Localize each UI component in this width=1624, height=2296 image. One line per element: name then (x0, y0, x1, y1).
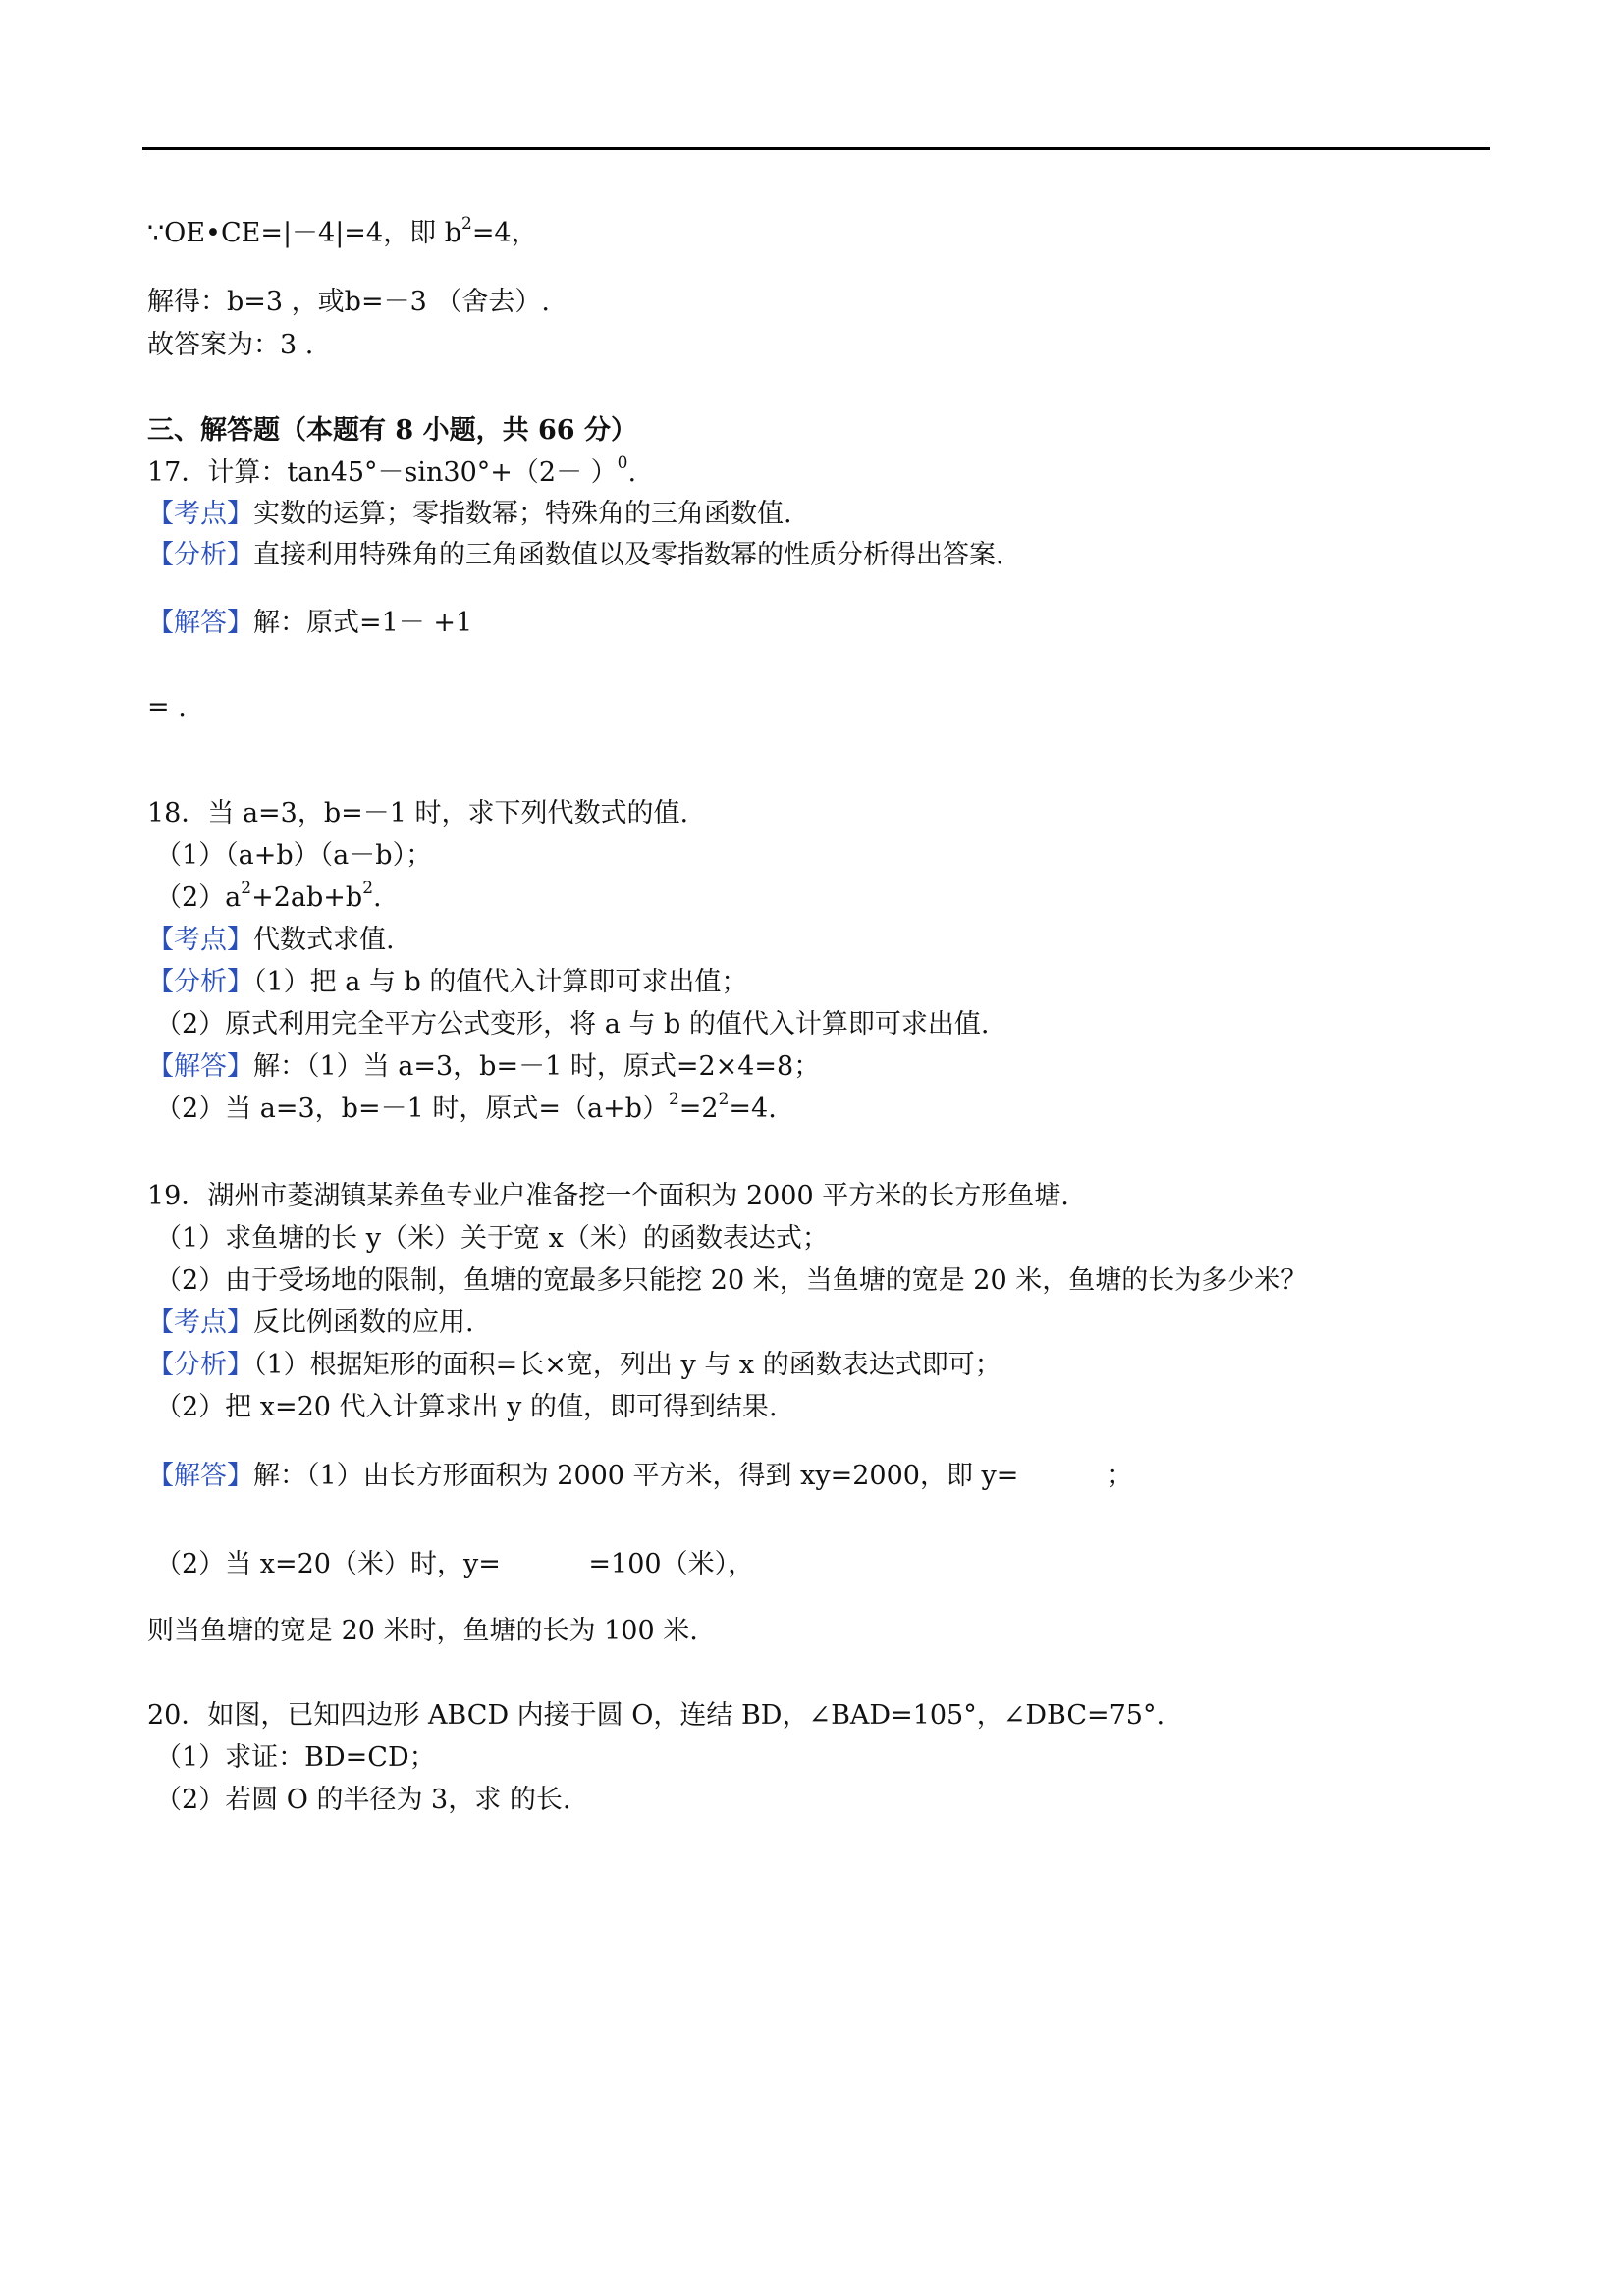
q18-fenxi-2: （2）原式利用完全平方公式变形，将 a 与 b 的值代入计算即可求出值. (155, 1009, 990, 1040)
q18-kaodian: 【考点】代数式求值. (147, 925, 395, 955)
q18-jieda-2: （2）当 a=3，b=－1 时，原式$=(a+b)^2=2^2=4$. (155, 1090, 777, 1124)
q20-part1: （1）求证：BD=CD； (155, 1742, 436, 1773)
prev-line-2: 解得：b=3 ，或b=－3 （舍去）. (147, 287, 550, 317)
q17-kaodian: 【考点】实数的运算；零指数幂；特殊角的三角函数值. (147, 499, 792, 529)
q19-conclusion: 则当鱼塘的宽是 20 米时，鱼塘的长为 100 米. (147, 1616, 698, 1646)
q18-jieda: 【解答】解：（1）当 a=3，b=－1 时，原式=2×4=8； (147, 1051, 821, 1082)
q19-part2: （2）由于受场地的限制，鱼塘的宽最多只能挖 20 米，当鱼塘的宽是 20 米，鱼塘的长为多少米？ (155, 1265, 1308, 1296)
q18-part2: $(2)a^2+2ab+b^2$. (155, 879, 382, 913)
q20-part2: （2）若圆 O 的半径为 3，求 的长. (155, 1785, 571, 1815)
q20-problem: 20．如图，已知四边形 ABCD 内接于圆 O，连结 BD，∠BAD=105°，∠DBC=75°. (147, 1700, 1165, 1731)
section-title: 三、解答题（本题有 8 小题，共 66 分） (147, 415, 637, 446)
prev-line-1: ∵OE•CE=|－4|=4，即 $b^2=4$， (147, 214, 538, 248)
prev-line-3: 故答案为：3 . (147, 330, 314, 360)
q17-result: = . (147, 692, 187, 722)
q19-jieda: 【解答】解：（1）由长方形面积为 2000 平方米，得到 xy=2000，即 y= ； (147, 1461, 1133, 1491)
q17-fenxi: 【分析】直接利用特殊角的三角函数值以及零指数幂的性质分析得出答案. (147, 540, 1004, 570)
q19-jieda-2: （2）当 x=20（米）时，y= =100（米）， (155, 1549, 755, 1579)
q18-problem: 18．当 a=3，b=－1 时，求下列代数式的值. (147, 798, 689, 828)
q17-jieda: 【解答】解：原式=1－ +1 (147, 608, 473, 638)
q19-fenxi-2: （2）把 x=20 代入计算求出 y 的值，即可得到结果. (155, 1392, 778, 1422)
q18-part1: （1）（a+b）（a－b）； (155, 840, 433, 871)
q19-problem: 19．湖州市菱湖镇某养鱼专业户准备挖一个面积为 2000 平方米的长方形鱼塘. (147, 1181, 1069, 1211)
q19-part1: （1）求鱼塘的长 y（米）关于宽 x（米）的函数表达式； (155, 1223, 829, 1254)
q19-fenxi: 【分析】（1）根据矩形的面积=长×宽，列出 y 与 x 的函数表达式即可； (147, 1350, 1001, 1380)
q19-kaodian: 【考点】反比例函数的应用. (147, 1308, 474, 1338)
header-rule (142, 147, 1490, 150)
q18-fenxi: 【分析】（1）把 a 与 b 的值代入计算即可求出值； (147, 967, 748, 997)
q17-problem: 17．计算：$\tan 45^\circ-\sin 30^\circ+(2- )^0$. (147, 454, 637, 488)
